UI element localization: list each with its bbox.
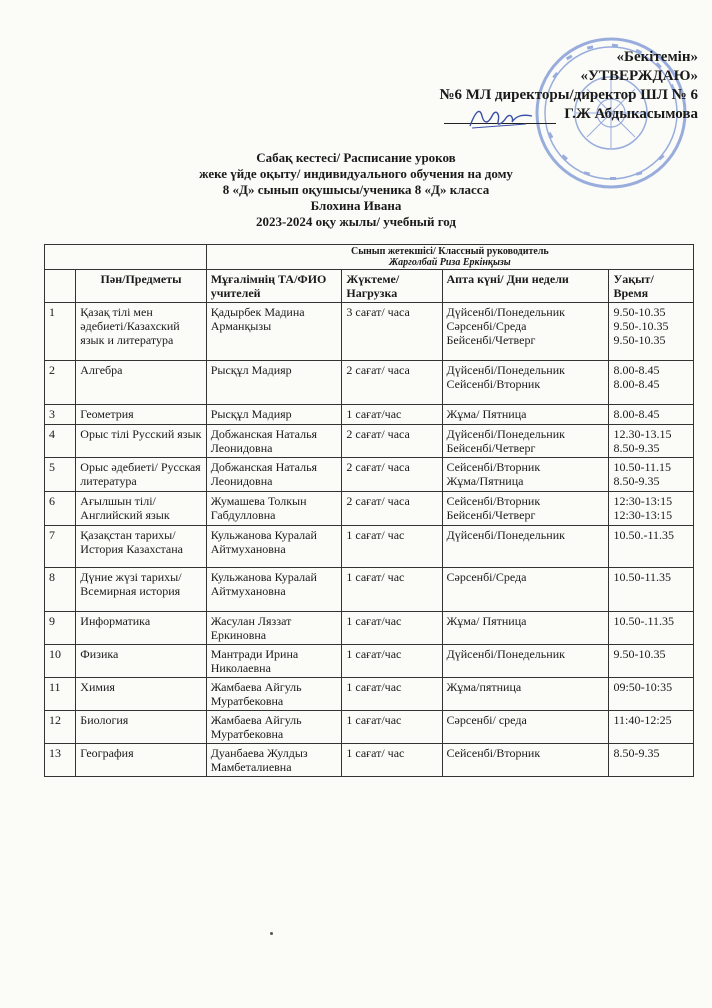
teacher-cell: Дуанбаева Жулдыз Мамбеталиевна [206, 744, 342, 777]
day-entry: Сейсенбі/Вторник [446, 746, 541, 760]
table-row [45, 678, 694, 711]
row-number: 4 [45, 425, 76, 458]
director-name: Г.Ж Абдыкасымова [564, 106, 698, 122]
table-row [45, 645, 694, 678]
days-cell [442, 526, 609, 568]
day-entry: Бейсенбі/Четверг [446, 441, 536, 455]
day-entry: Сәрсенбі/Среда [446, 570, 527, 584]
day-entry: Сейсенбі/Вторник [446, 494, 541, 508]
table-row [45, 568, 694, 612]
days-cell [442, 303, 609, 361]
subject-cell: Биология [76, 711, 206, 744]
class-teacher-label: Сынып жетекшісі/ Классный руководитель [350, 246, 549, 257]
days-cell [442, 678, 609, 711]
teacher-cell: Жасулан Ляззат Еркиновна [206, 612, 342, 645]
table-row [45, 303, 694, 361]
time-entry: 10.50-11.35 [613, 570, 672, 584]
time-entry: 9.50-10.35 [613, 647, 666, 661]
teacher-cell: Кульжанова Куралай Айтмухановна [206, 526, 342, 568]
row-number: 10 [45, 645, 76, 678]
subject-cell: Орыс әдебиеті/ Русская литература [76, 458, 206, 492]
time-entry: 8.50-9.35 [613, 474, 660, 488]
times-cell [609, 405, 694, 425]
page-speck [270, 932, 273, 935]
subject-cell: Қазақстан тарихы/ История Казахстана [76, 526, 206, 568]
times-cell [609, 711, 694, 744]
days-cell [442, 405, 609, 425]
row-number: 2 [45, 361, 76, 405]
load-cell: 1 сағат/час [342, 405, 442, 425]
class-teacher-cell [206, 245, 693, 270]
day-entry: Жұма/ Пятница [446, 407, 527, 421]
days-cell [442, 568, 609, 612]
subject-cell: Дүние жүзі тарихы/Всемирная история [76, 568, 206, 612]
times-cell [609, 612, 694, 645]
time-entry: 12.30-13.15 [613, 427, 672, 441]
approval-kazakh: «Бекітемін» [616, 49, 698, 65]
teacher-cell: Рысқұл Мадияр [206, 405, 342, 425]
days-cell [442, 645, 609, 678]
times-cell [609, 678, 694, 711]
row-number: 6 [45, 492, 76, 526]
load-cell: 1 сағат/ час [342, 526, 442, 568]
time-entry: 10.50-11.15 [613, 460, 672, 474]
student-name: Блохина Ивана [310, 198, 402, 213]
time-entry: 9.50-10.35 [613, 305, 666, 319]
load-cell: 2 сағат/ часа [342, 425, 442, 458]
class-teacher-name: Жарголбай Риза Еркінқызы [388, 257, 511, 268]
times-cell [609, 492, 694, 526]
time-entry: 8.00-8.45 [613, 407, 660, 421]
days-cell [442, 711, 609, 744]
day-entry: Сәрсенбі/Среда [446, 319, 527, 333]
days-cell [442, 744, 609, 777]
day-entry: Жұма/Пятница [446, 474, 524, 488]
time-entry: 9.50-10.35 [613, 333, 666, 347]
schedule-table [44, 244, 694, 777]
times-cell [609, 744, 694, 777]
time-entry: 12:30-13:15 [613, 508, 673, 522]
row-number: 11 [45, 678, 76, 711]
time-entry: 11:40-12:25 [613, 713, 672, 727]
table-row [45, 492, 694, 526]
load-cell: 1 сағат/ час [342, 568, 442, 612]
day-entry: Дүйсенбі/Понедельник [446, 427, 565, 441]
teacher-cell: Добжанская Наталья Леонидовна [206, 458, 342, 492]
load-cell: 3 сағат/ часа [342, 303, 442, 361]
row-number: 7 [45, 526, 76, 568]
times-cell [609, 425, 694, 458]
subject-cell: Физика [76, 645, 206, 678]
academic-year: 2023-2024 оқу жылы/ учебный год [256, 214, 456, 229]
times-cell [609, 458, 694, 492]
load-cell: 2 сағат/ часа [342, 492, 442, 526]
title-line-1: Сабақ кестесі/ Расписание уроков [256, 150, 456, 165]
times-cell [609, 303, 694, 361]
day-entry: Жұма/ Пятница [446, 614, 527, 628]
subject-cell: Химия [76, 678, 206, 711]
day-entry: Жұма/пятница [446, 680, 522, 694]
day-entry: Дүйсенбі/Понедельник [446, 528, 565, 542]
day-entry: Сейсенбі/Вторник [446, 460, 541, 474]
document-title [0, 150, 712, 230]
column-header-load: Жүктеме/ Нагрузка [342, 270, 442, 303]
subject-cell: Геометрия [76, 405, 206, 425]
time-entry: 12:30-13:15 [613, 494, 673, 508]
days-cell [442, 458, 609, 492]
load-cell: 1 сағат/час [342, 678, 442, 711]
column-header-teacher: Мұғалімнің ТА/ФИО учителей [206, 270, 342, 303]
load-cell: 2 сағат/ часа [342, 458, 442, 492]
teacher-cell: Добжанская Наталья Леонидовна [206, 425, 342, 458]
table-row [45, 612, 694, 645]
load-cell: 1 сағат/час [342, 711, 442, 744]
day-entry: Сейсенбі/Вторник [446, 377, 541, 391]
time-entry: 8.00-8.45 [613, 377, 660, 391]
times-cell [609, 568, 694, 612]
time-entry: 09:50-10:35 [613, 680, 673, 694]
day-entry: Дүйсенбі/Понедельник [446, 647, 565, 661]
row-number: 9 [45, 612, 76, 645]
row-number: 13 [45, 744, 76, 777]
subject-cell: Орыс тілі Русский язык [76, 425, 206, 458]
times-cell [609, 645, 694, 678]
time-entry: 8.50-9.35 [613, 441, 660, 455]
table-row [45, 458, 694, 492]
subject-cell: Қазақ тілі мен әдебиеті/Казахский язык и литература [76, 303, 206, 361]
day-entry: Бейсенбі/Четверг [446, 508, 536, 522]
column-header-subject: Пән/Предметы [76, 270, 206, 303]
time-entry: 9.50-.10.35 [613, 319, 669, 333]
load-cell: 1 сағат/час [342, 645, 442, 678]
teacher-cell: Жамбаева Айгуль Муратбековна [206, 711, 342, 744]
column-header-day: Апта күні/ Дни недели [442, 270, 609, 303]
times-cell [609, 361, 694, 405]
teacher-cell: Мантради Ирина Николаевна [206, 645, 342, 678]
load-cell: 1 сағат/ час [342, 744, 442, 777]
teacher-cell: Қадырбек Мадина Арманқызы [206, 303, 342, 361]
teacher-cell: Кульжанова Куралай Айтмухановна [206, 568, 342, 612]
subject-cell: География [76, 744, 206, 777]
time-entry: 8.50-9.35 [613, 746, 660, 760]
time-entry: 10.50.-11.35 [613, 528, 675, 542]
day-entry: Бейсенбі/Четверг [446, 333, 536, 347]
time-entry: 10.50-.11.35 [613, 614, 675, 628]
load-cell: 1 сағат/час [342, 612, 442, 645]
subject-cell: Алгебра [76, 361, 206, 405]
title-line-2: жеке үйде оқыту/ индивидуального обучения на дому [199, 166, 513, 181]
table-row [45, 711, 694, 744]
table-row [45, 425, 694, 458]
signature-icon [466, 104, 536, 132]
day-entry: Сәрсенбі/ среда [446, 713, 527, 727]
column-header-time: Уақыт/ Время [609, 270, 694, 303]
time-entry: 8.00-8.45 [613, 363, 660, 377]
table-row [45, 361, 694, 405]
day-entry: Дүйсенбі/Понедельник [446, 363, 565, 377]
table-row [45, 526, 694, 568]
subject-cell: Ағылшын тілі/ Английский язык [76, 492, 206, 526]
row-number: 5 [45, 458, 76, 492]
column-header-row [45, 270, 694, 303]
table-row [45, 744, 694, 777]
teacher-cell: Жамбаева Айгуль Муратбековна [206, 678, 342, 711]
subject-cell: Информатика [76, 612, 206, 645]
table-row [45, 405, 694, 425]
load-cell: 2 сағат/ часа [342, 361, 442, 405]
days-cell [442, 612, 609, 645]
teacher-cell: Рысқұл Мадияр [206, 361, 342, 405]
days-cell [442, 492, 609, 526]
day-entry: Дүйсенбі/Понедельник [446, 305, 565, 319]
title-line-3: 8 «Д» сынып оқушысы/ученика 8 «Д» класса [222, 182, 490, 197]
class-teacher-row [45, 245, 694, 270]
row-number: 8 [45, 568, 76, 612]
days-cell [442, 425, 609, 458]
approval-russian: «УТВЕРЖДАЮ» [580, 68, 698, 84]
row-number: 12 [45, 711, 76, 744]
days-cell [442, 361, 609, 405]
row-number: 3 [45, 405, 76, 425]
times-cell [609, 526, 694, 568]
approval-position: №6 МЛ директоры/директор ШЛ № 6 [439, 87, 698, 103]
teacher-cell: Жумашева Толкын Габдулловна [206, 492, 342, 526]
row-number: 1 [45, 303, 76, 361]
